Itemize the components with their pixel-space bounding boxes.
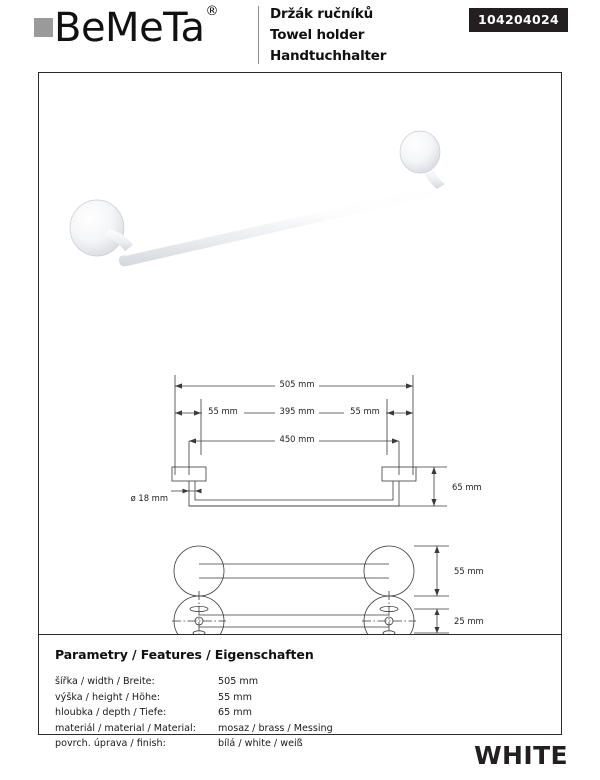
param-value-depth: 65 mm bbox=[218, 707, 252, 718]
product-title-en: Towel holder bbox=[270, 27, 365, 43]
dim-total-width: 505 mm bbox=[279, 379, 315, 389]
parameters-table bbox=[55, 676, 333, 754]
table-row bbox=[55, 707, 333, 723]
product-code-badge: 104204024 bbox=[469, 8, 568, 32]
table-row bbox=[55, 692, 333, 708]
product-title-cs: Držák ručníků bbox=[270, 6, 374, 22]
table-row bbox=[55, 676, 333, 692]
product-title-block bbox=[270, 4, 470, 67]
param-value-width: 505 mm bbox=[218, 676, 259, 687]
finish-label: WHITE bbox=[474, 741, 568, 770]
brand-name: BeMeTa bbox=[54, 5, 205, 51]
param-value-material: mosaz / brass / Messing bbox=[218, 722, 333, 734]
dim-rosette-diameter: 55 mm bbox=[454, 566, 484, 576]
bar-highlight bbox=[123, 184, 437, 256]
param-label-depth: hloubka / depth / Tiefe: bbox=[55, 707, 167, 718]
brand-logo bbox=[34, 3, 218, 51]
param-label-finish: povrch. úprava / finish: bbox=[55, 738, 166, 749]
param-label-height: výška / height / Höhe: bbox=[55, 691, 161, 703]
content-box bbox=[38, 72, 562, 749]
brand-logo-text bbox=[54, 3, 218, 51]
technical-drawing bbox=[39, 303, 563, 635]
dim-center-distance: 450 mm bbox=[279, 434, 315, 444]
param-label-material: materiál / material / Material: bbox=[55, 722, 196, 734]
param-value-height: 55 mm bbox=[218, 691, 252, 703]
parameters-divider bbox=[39, 634, 561, 635]
parameters-section bbox=[55, 647, 535, 754]
right-wall-plate bbox=[400, 131, 440, 173]
logo-square-icon bbox=[34, 18, 53, 37]
parameters-heading: Parametry / Features / Eigenschaften bbox=[55, 647, 314, 662]
table-row bbox=[55, 723, 333, 739]
dim-tube-diameter: ø 18 mm bbox=[130, 493, 168, 503]
page-header bbox=[0, 0, 600, 72]
dim-left-segment: 55 mm bbox=[208, 406, 238, 416]
param-value-finish: bílá / white / weiß bbox=[218, 738, 303, 749]
dim-middle-segment: 395 mm bbox=[279, 406, 315, 416]
dim-rosette-depth: 25 mm bbox=[454, 616, 484, 626]
param-label-width: šířka / width / Breite: bbox=[55, 676, 155, 687]
dim-depth: 65 mm bbox=[452, 482, 482, 492]
towel-bar bbox=[119, 186, 439, 267]
registered-trademark-icon: ® bbox=[205, 3, 218, 19]
dim-right-segment: 55 mm bbox=[350, 406, 380, 416]
product-image bbox=[39, 73, 563, 303]
left-wall-plate bbox=[70, 200, 124, 256]
header-divider bbox=[258, 6, 259, 64]
product-title-de: Handtuchhalter bbox=[270, 48, 387, 64]
table-row bbox=[55, 738, 333, 754]
